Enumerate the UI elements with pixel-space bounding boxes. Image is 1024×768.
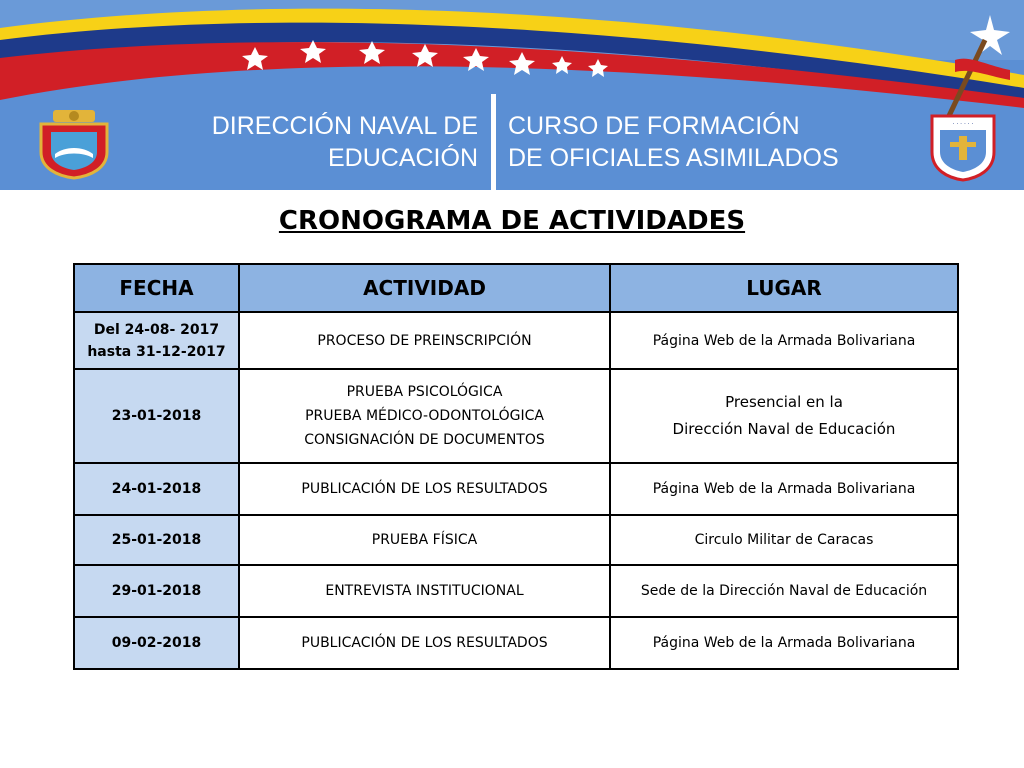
- institution-name-line1: DIRECCIÓN NAVAL DE: [211, 112, 478, 140]
- cell-fecha: [74, 312, 239, 369]
- cell-line: PRUEBA MÉDICO-ODONTOLÓGICA: [305, 408, 544, 424]
- course-name-line2: DE OFICIALES ASIMILADOS: [508, 144, 839, 172]
- cell-fecha: [74, 617, 239, 669]
- institution-name: [212, 110, 478, 174]
- header-divider: [491, 94, 496, 190]
- cell-line: 25-01-2018: [111, 532, 202, 548]
- table-header-row: [74, 264, 958, 312]
- column-header-lugar: LUGAR: [610, 264, 958, 312]
- cell-line: Dirección Naval de Educación: [672, 420, 896, 438]
- cell-line: Del 24-08- 2017: [93, 321, 220, 338]
- course-name-line1: CURSO DE FORMACIÓN: [508, 112, 800, 140]
- cell-line: 23-01-2018: [111, 408, 202, 424]
- table-row: [74, 565, 958, 617]
- cell-line: Presencial en la: [725, 393, 843, 411]
- cell-fecha: [74, 515, 239, 565]
- cell-lugar: [610, 463, 958, 515]
- cell-fecha: [74, 463, 239, 515]
- cell-actividad: [239, 463, 610, 515]
- cell-line: Circulo Militar de Caracas: [694, 532, 874, 548]
- cell-actividad: [239, 565, 610, 617]
- cell-lugar: [610, 312, 958, 369]
- cell-line: 29-01-2018: [111, 583, 202, 599]
- cell-lugar: [610, 369, 958, 463]
- course-name: [508, 110, 839, 174]
- cell-line: PUBLICACIÓN DE LOS RESULTADOS: [301, 481, 548, 497]
- cell-line: Página Web de la Armada Bolivariana: [652, 332, 916, 349]
- svg-text:· · · · · ·: · · · · · ·: [952, 121, 974, 128]
- cell-line: PROCESO DE PREINSCRIPCIÓN: [317, 332, 532, 349]
- cell-line: ENTREVISTA INSTITUCIONAL: [325, 583, 524, 599]
- school-emblem-logo-right: [928, 112, 998, 182]
- page-title: CRONOGRAMA DE ACTIVIDADES: [278, 206, 746, 236]
- column-header-actividad: ACTIVIDAD: [239, 264, 610, 312]
- cell-actividad: [239, 312, 610, 369]
- cell-line: PUBLICACIÓN DE LOS RESULTADOS: [301, 635, 548, 651]
- cell-line: 09-02-2018: [111, 635, 202, 651]
- cell-fecha: [74, 565, 239, 617]
- cell-line: PRUEBA FÍSICA: [371, 532, 478, 548]
- schedule-table: [73, 263, 959, 670]
- cell-actividad: [239, 515, 610, 565]
- cell-line: Sede de la Dirección Naval de Educación: [640, 583, 928, 599]
- table-row: [74, 463, 958, 515]
- column-header-fecha: FECHA: [74, 264, 239, 312]
- table-row: [74, 312, 958, 369]
- table-row: [74, 617, 958, 669]
- cell-line: hasta 31-12-2017: [87, 343, 226, 360]
- cell-line: CONSIGNACIÓN DE DOCUMENTOS: [304, 432, 545, 448]
- cell-line: Página Web de la Armada Bolivariana: [652, 635, 916, 651]
- naval-shield-logo-left: [35, 108, 113, 180]
- cell-fecha: [74, 369, 239, 463]
- cell-actividad: [239, 617, 610, 669]
- cell-line: Página Web de la Armada Bolivariana: [652, 481, 916, 497]
- cell-lugar: [610, 565, 958, 617]
- cell-actividad: [239, 369, 610, 463]
- cell-line: PRUEBA PSICOLÓGICA: [346, 384, 503, 400]
- cell-line: 24-01-2018: [111, 481, 202, 497]
- institution-name-line2: EDUCACIÓN: [327, 144, 478, 172]
- table-row: [74, 369, 958, 463]
- table-row: [74, 515, 958, 565]
- cell-lugar: [610, 617, 958, 669]
- cell-lugar: [610, 515, 958, 565]
